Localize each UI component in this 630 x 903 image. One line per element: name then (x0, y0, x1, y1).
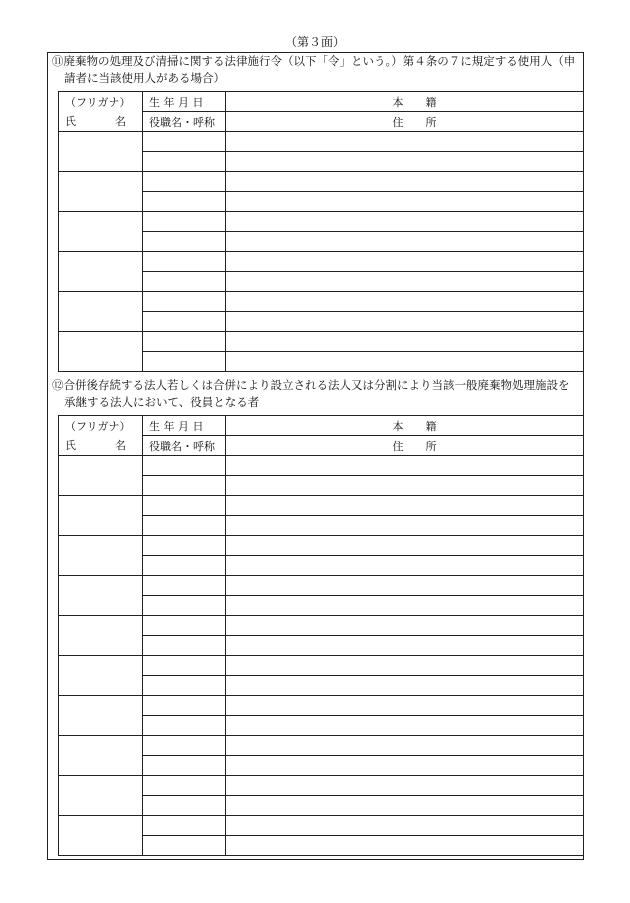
section-11-table (58, 91, 584, 372)
table-header-row (59, 416, 584, 436)
role-cell[interactable] (143, 192, 226, 212)
name-header (59, 436, 143, 456)
role-cell[interactable] (143, 516, 226, 536)
domicile-cell[interactable] (226, 816, 584, 836)
name-cell[interactable] (59, 576, 143, 616)
section-11-heading (52, 53, 582, 87)
domicile-label-b: 籍 (425, 419, 437, 433)
role-cell[interactable] (143, 352, 226, 372)
name-cell[interactable] (59, 696, 143, 736)
address-header (226, 436, 584, 456)
entry-row (59, 816, 584, 836)
domicile-cell[interactable] (226, 736, 584, 756)
section-11-heading-line-1: ⑪廃棄物の処理及び清掃に関する法律施行令（以下「令」という。）第４条の７に規定する使用人（申 (52, 54, 576, 68)
role-cell[interactable] (143, 232, 226, 252)
role-cell[interactable] (143, 716, 226, 736)
birth-date-cell[interactable] (143, 656, 226, 676)
name-cell[interactable] (59, 456, 143, 496)
role-cell[interactable] (143, 272, 226, 292)
domicile-label-a: 本 (392, 419, 404, 433)
name-kana-header (59, 416, 143, 436)
birth-date-cell[interactable] (143, 536, 226, 556)
address-label-b: 所 (425, 439, 437, 453)
birth-date-cell[interactable] (143, 776, 226, 796)
table-header-row (59, 436, 584, 456)
address-cell[interactable] (226, 232, 584, 252)
role-cell[interactable] (143, 556, 226, 576)
section-12-heading-line-1: ⑫合併後存続する法人若しくは合併により設立される法人又は分割により当該一般廃棄物処理施設を (52, 378, 570, 392)
section-12-table (58, 415, 584, 856)
name-cell[interactable] (59, 776, 143, 816)
address-cell[interactable] (226, 716, 584, 736)
address-cell[interactable] (226, 636, 584, 656)
birth-label: 生 年 月 日 (149, 95, 204, 109)
entry-row (59, 656, 584, 676)
birth-date-cell[interactable] (143, 696, 226, 716)
name-cell[interactable] (59, 292, 143, 332)
entry-row (59, 292, 584, 312)
domicile-cell[interactable] (226, 212, 584, 232)
entry-row (59, 212, 584, 232)
entry-row (59, 776, 584, 796)
entry-row (59, 736, 584, 756)
birth-date-cell[interactable] (143, 132, 226, 152)
address-cell[interactable] (226, 756, 584, 776)
table-header-row (59, 112, 584, 132)
domicile-label-b: 籍 (425, 95, 437, 109)
birth-header (143, 92, 226, 112)
birth-date-cell[interactable] (143, 816, 226, 836)
role-cell[interactable] (143, 836, 226, 856)
address-cell[interactable] (226, 596, 584, 616)
birth-date-cell[interactable] (143, 172, 226, 192)
name-cell[interactable] (59, 616, 143, 656)
table-header-row (59, 92, 584, 112)
name-cell[interactable] (59, 252, 143, 292)
domicile-cell[interactable] (226, 132, 584, 152)
entry-row (59, 616, 584, 636)
domicile-cell[interactable] (226, 332, 584, 352)
domicile-cell[interactable] (226, 536, 584, 556)
entry-row (59, 132, 584, 152)
birth-header (143, 416, 226, 436)
name-cell[interactable] (59, 172, 143, 212)
address-cell[interactable] (226, 272, 584, 292)
domicile-label-a: 本 (392, 95, 404, 109)
role-header (143, 112, 226, 132)
birth-date-cell[interactable] (143, 212, 226, 232)
section-12-heading-line-2: 承継する法人において、役員となる者 (64, 395, 260, 409)
address-cell[interactable] (226, 516, 584, 536)
domicile-cell[interactable] (226, 252, 584, 272)
domicile-cell[interactable] (226, 616, 584, 636)
birth-date-cell[interactable] (143, 576, 226, 596)
domicile-cell[interactable] (226, 696, 584, 716)
name-cell[interactable] (59, 736, 143, 776)
domicile-cell[interactable] (226, 172, 584, 192)
entry-row (59, 332, 584, 352)
address-cell[interactable] (226, 796, 584, 816)
address-cell[interactable] (226, 676, 584, 696)
birth-date-cell[interactable] (143, 456, 226, 476)
domicile-cell[interactable] (226, 292, 584, 312)
address-cell[interactable] (226, 476, 584, 496)
domicile-header (226, 416, 584, 436)
birth-date-cell[interactable] (143, 292, 226, 312)
name-header (59, 112, 143, 132)
birth-label: 生 年 月 日 (149, 419, 204, 433)
birth-date-cell[interactable] (143, 616, 226, 636)
entry-row (59, 496, 584, 516)
role-label: 役職名・呼称 (149, 439, 215, 453)
role-cell[interactable] (143, 636, 226, 656)
page-title: （第３面） (284, 35, 345, 49)
entry-row (59, 172, 584, 192)
birth-date-cell[interactable] (143, 252, 226, 272)
domicile-header (226, 92, 584, 112)
name-label-a: 氏 (65, 115, 76, 129)
role-cell[interactable] (143, 676, 226, 696)
role-cell[interactable] (143, 312, 226, 332)
role-cell[interactable] (143, 796, 226, 816)
entry-row (59, 696, 584, 716)
domicile-cell[interactable] (226, 496, 584, 516)
name-label-b: 名 (115, 115, 126, 129)
domicile-cell[interactable] (226, 656, 584, 676)
birth-date-cell[interactable] (143, 736, 226, 756)
entry-row (59, 536, 584, 556)
entry-row (59, 252, 584, 272)
name-cell[interactable] (59, 536, 143, 576)
domicile-cell[interactable] (226, 776, 584, 796)
address-cell[interactable] (226, 312, 584, 332)
role-header (143, 436, 226, 456)
section-11-heading-line-2: 請者に当該使用人がある場合） (64, 71, 225, 85)
address-cell[interactable] (226, 836, 584, 856)
role-cell[interactable] (143, 476, 226, 496)
address-cell[interactable] (226, 192, 584, 212)
name-label-b: 名 (115, 439, 126, 453)
name-kana-label: （フリガナ） (65, 95, 131, 109)
address-label-b: 所 (425, 115, 437, 129)
address-cell[interactable] (226, 352, 584, 372)
name-kana-header (59, 92, 143, 112)
name-cell[interactable] (59, 656, 143, 696)
name-kana-label: （フリガナ） (65, 419, 131, 433)
entry-row (59, 456, 584, 476)
role-cell[interactable] (143, 756, 226, 776)
domicile-cell[interactable] (226, 456, 584, 476)
name-cell[interactable] (59, 132, 143, 172)
name-label-a: 氏 (65, 439, 76, 453)
address-cell[interactable] (226, 556, 584, 576)
address-header (226, 112, 584, 132)
role-cell[interactable] (143, 152, 226, 172)
address-label-a: 住 (392, 115, 404, 129)
name-cell[interactable] (59, 816, 143, 856)
address-cell[interactable] (226, 152, 584, 172)
birth-date-cell[interactable] (143, 496, 226, 516)
address-label-a: 住 (392, 439, 404, 453)
domicile-cell[interactable] (226, 576, 584, 596)
name-cell[interactable] (59, 496, 143, 536)
name-cell[interactable] (59, 332, 143, 372)
entry-row (59, 576, 584, 596)
role-cell[interactable] (143, 596, 226, 616)
name-cell[interactable] (59, 212, 143, 252)
section-12-heading (52, 377, 582, 411)
role-label: 役職名・呼称 (149, 115, 215, 129)
birth-date-cell[interactable] (143, 332, 226, 352)
